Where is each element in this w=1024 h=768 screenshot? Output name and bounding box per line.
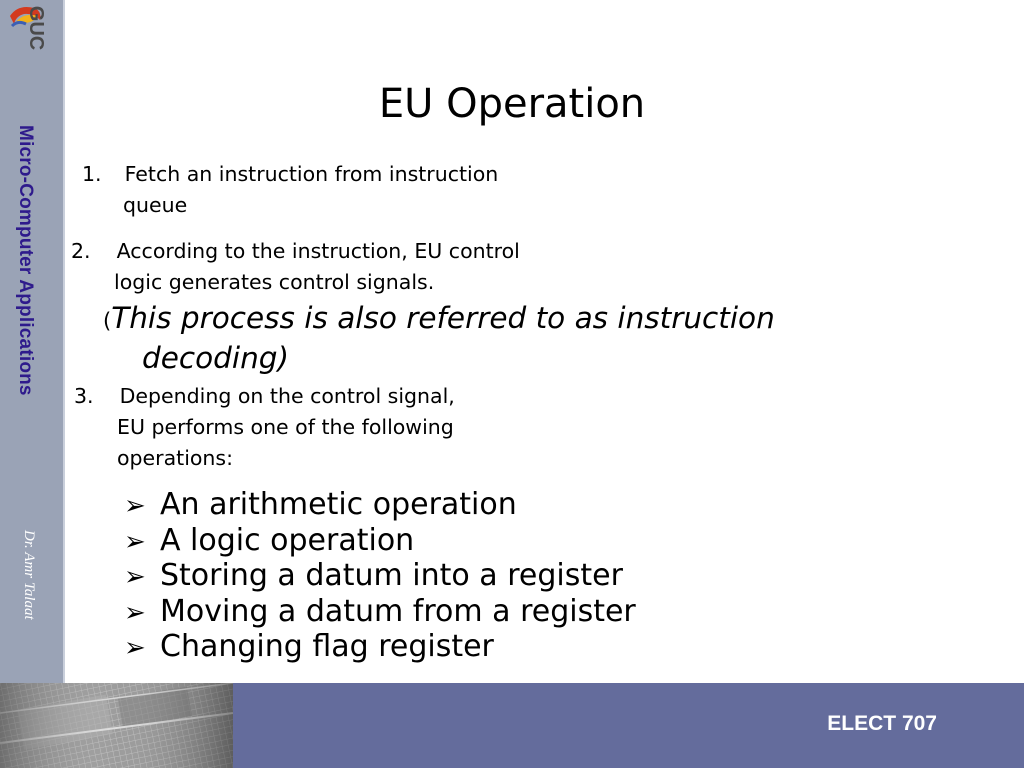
step-text-line: Depending on the control signal, <box>119 384 455 408</box>
step-3-continued <box>117 412 454 443</box>
arrow-bullet-icon: ➢ <box>124 633 146 663</box>
list-item <box>124 524 636 560</box>
step-3-continued <box>117 443 233 474</box>
list-item-text: An arithmetic operation <box>160 487 517 522</box>
step-number: 1. <box>82 162 102 186</box>
list-item <box>124 630 636 666</box>
step-text-line: Fetch an instruction from instruction <box>124 162 499 186</box>
step-text-line: EU performs one of the following <box>117 415 454 439</box>
list-item-text: Storing a datum into a register <box>160 558 623 593</box>
svg-text:GUC: GUC <box>25 5 47 51</box>
step-2-continued <box>114 267 434 298</box>
note-open-paren: ( <box>103 309 112 333</box>
step-text-line: operations: <box>117 446 234 470</box>
decoding-note <box>103 298 775 341</box>
list-item-text: Moving a datum from a register <box>160 593 636 629</box>
arrow-bullet-icon: ➢ <box>124 562 146 592</box>
step-text-line: logic generates control signals. <box>114 270 435 294</box>
step-number: 2. <box>71 239 91 263</box>
list-item <box>124 595 636 631</box>
step-2 <box>71 236 520 267</box>
note-line: decoding) <box>142 341 289 375</box>
step-number: 3. <box>74 384 94 408</box>
list-item <box>124 488 636 524</box>
list-item-text: Changing flag register <box>160 629 494 664</box>
list-item <box>124 559 636 595</box>
arrow-bullet-icon: ➢ <box>124 491 146 521</box>
step-text-line: According to the instruction, EU control <box>116 239 520 263</box>
sidebar-course-title: Micro-Computer Applications <box>15 125 36 396</box>
decoding-note-continued <box>142 338 289 378</box>
operations-list <box>124 488 636 666</box>
step-text-line: queue <box>123 193 188 217</box>
arrow-bullet-icon: ➢ <box>124 597 146 628</box>
list-item-text: A logic operation <box>160 522 415 558</box>
note-line: This process is also referred to as instruction <box>111 301 775 335</box>
chip-image <box>0 683 233 768</box>
sidebar-author: Dr. Amr Talaat <box>21 530 37 620</box>
course-code: ELECT 707 <box>827 712 937 735</box>
step-1 <box>82 159 498 190</box>
step-3 <box>74 381 455 412</box>
slide-title-text: EU Operation <box>378 81 646 127</box>
step-1-continued <box>123 190 187 221</box>
arrow-bullet-icon: ➢ <box>124 526 146 557</box>
slide-title <box>0 81 1024 127</box>
guc-logo-icon <box>4 2 56 88</box>
